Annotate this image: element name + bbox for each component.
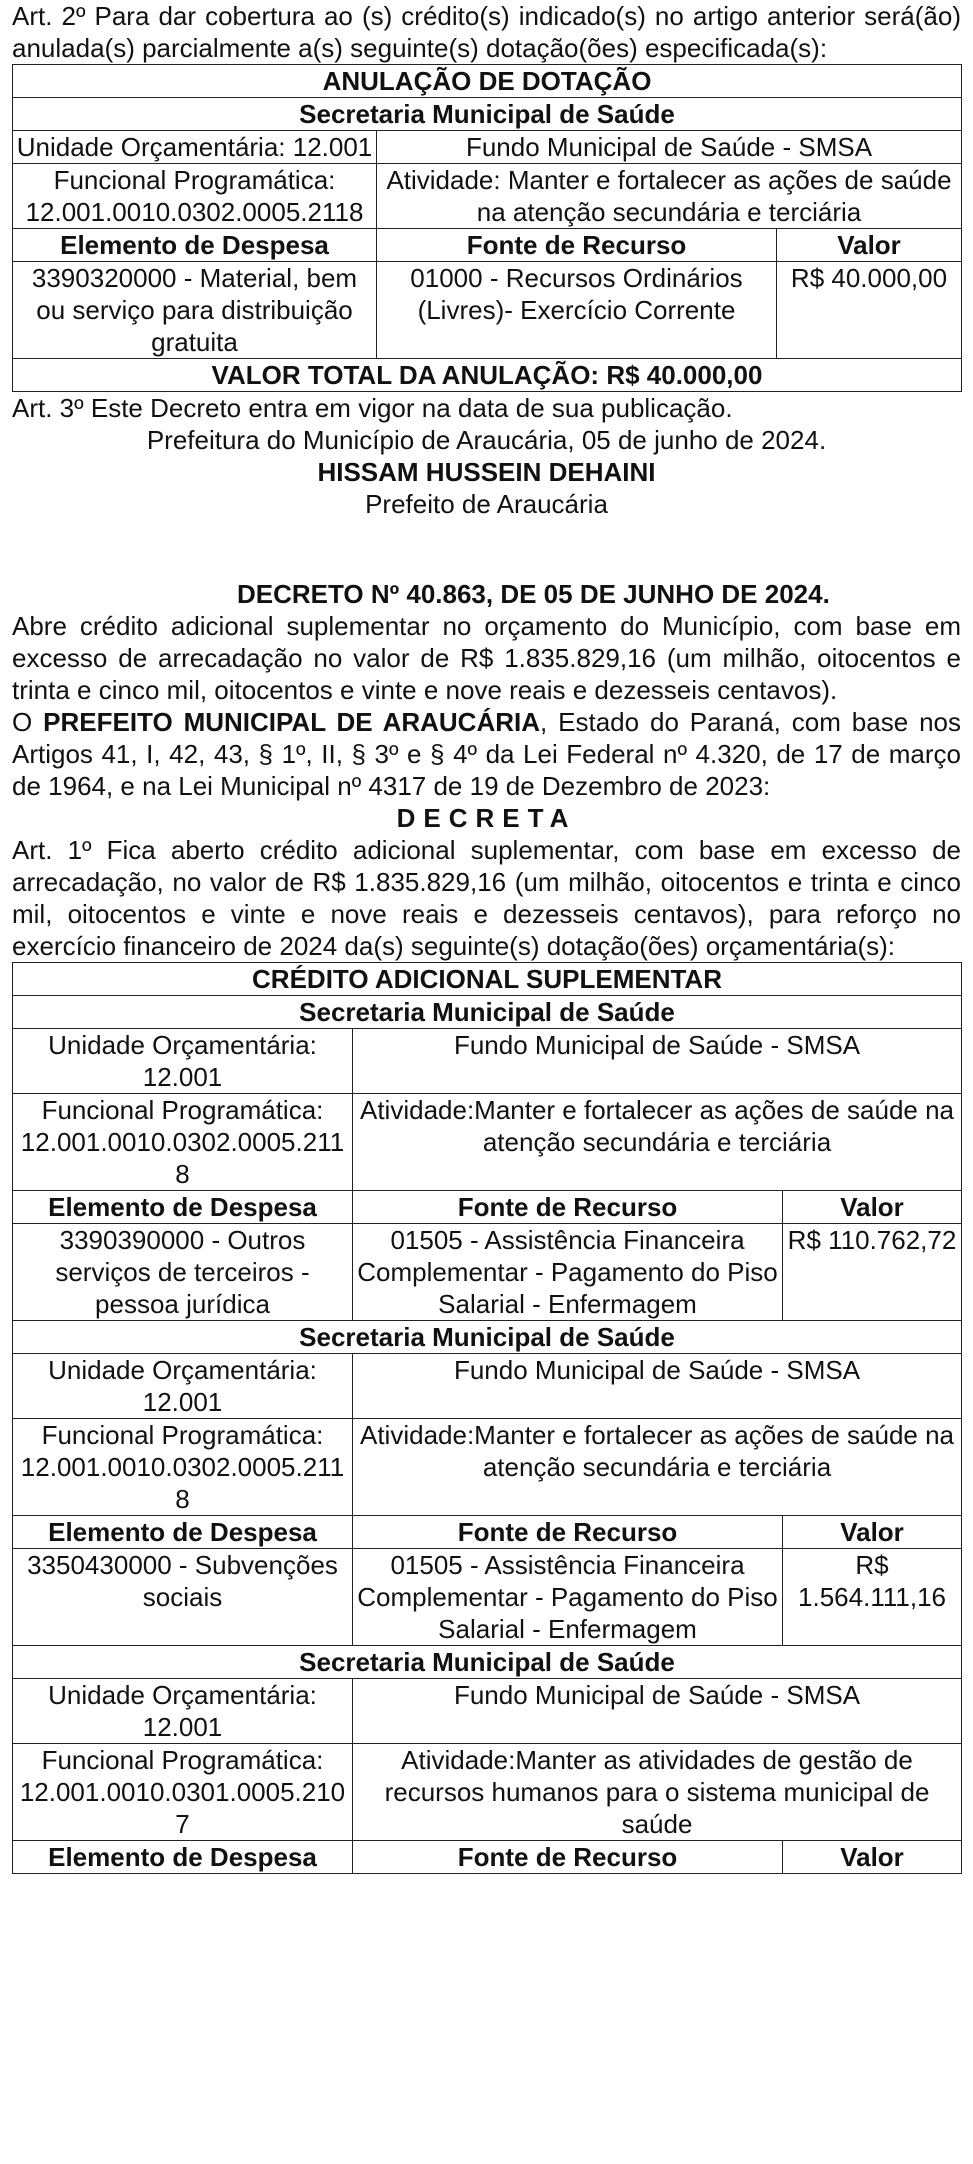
- fonte-cell: 01505 - Assistência Financeira Complementar - Pagamento do Piso Salarial - Enfermagem: [353, 1224, 783, 1321]
- elemento-cell: 3390390000 - Outros serviços de terceiros - pessoa jurídica: [13, 1224, 353, 1321]
- valor-cell: R$ 1.564.111,16: [783, 1549, 962, 1646]
- funcional-label: Funcional Programática: 12.001.0010.0302.0005.2118: [13, 1094, 353, 1191]
- secretaria-cell: Secretaria Municipal de Saúde: [13, 996, 962, 1029]
- valor-cell: R$ 110.762,72: [783, 1224, 962, 1321]
- unidade-value: Fundo Municipal de Saúde - SMSA: [353, 1679, 962, 1744]
- secretaria-cell: Secretaria Municipal de Saúde: [13, 1321, 962, 1354]
- anulacao-total: VALOR TOTAL DA ANULAÇÃO: R$ 40.000,00: [13, 359, 962, 392]
- col-elemento: Elemento de Despesa: [13, 229, 377, 262]
- unidade-label: Unidade Orçamentária: 12.001: [13, 1029, 353, 1094]
- funcional-value: Atividade:Manter e fortalecer as ações de saúde na atenção secundária e terciária: [353, 1094, 962, 1191]
- col-elemento: Elemento de Despesa: [13, 1516, 353, 1549]
- elemento-cell: 3350430000 - Subvenções sociais: [13, 1549, 353, 1646]
- funcional-label: Funcional Programática: 12.001.0010.0302.0005.2118: [13, 1419, 353, 1516]
- art2-paragraph: Art. 2º Para dar cobertura ao (s) crédito(s) indicado(s) no artigo anterior será(ão) anulada(s) parcialmente a(s) seguinte(s) dotação(ões) especificada(s):: [12, 1, 961, 63]
- col-valor: Valor: [777, 229, 962, 262]
- col-valor: Valor: [783, 1841, 962, 1874]
- preambulo-bold: PREFEITO MUNICIPAL DE ARAUCÁRIA: [43, 707, 541, 737]
- col-elemento: Elemento de Despesa: [13, 1841, 353, 1874]
- credito-title: CRÉDITO ADICIONAL SUPLEMENTAR: [13, 963, 962, 996]
- unidade-label: Unidade Orçamentária: 12.001: [13, 1679, 353, 1744]
- anulacao-title: ANULAÇÃO DE DOTAÇÃO: [13, 65, 962, 98]
- funcional-value: Atividade:Manter e fortalecer as ações de saúde na atenção secundária e terciária: [353, 1419, 962, 1516]
- unidade-label: Unidade Orçamentária: 12.001: [13, 1354, 353, 1419]
- secretaria-cell: Secretaria Municipal de Saúde: [13, 98, 962, 131]
- col-valor: Valor: [783, 1191, 962, 1224]
- valor-cell: R$ 40.000,00: [777, 262, 962, 359]
- secretaria-cell: Secretaria Municipal de Saúde: [13, 1646, 962, 1679]
- col-fonte: Fonte de Recurso: [377, 229, 777, 262]
- credito-table: [12, 962, 962, 1874]
- preambulo-paragraph: [12, 706, 961, 802]
- col-fonte: Fonte de Recurso: [353, 1191, 783, 1224]
- decreta-heading: DECRETA: [396, 803, 577, 833]
- unidade-label: Unidade Orçamentária: 12.001: [13, 131, 377, 164]
- section-gap: [12, 520, 961, 578]
- unidade-value: Fundo Municipal de Saúde - SMSA: [353, 1354, 962, 1419]
- fonte-cell: 01000 - Recursos Ordinários (Livres)- Exercício Corrente: [377, 262, 777, 359]
- anulacao-table: [12, 64, 962, 392]
- col-valor: Valor: [783, 1516, 962, 1549]
- funcional-label: Funcional Programática: 12.001.0010.0301.0005.2107: [13, 1744, 353, 1841]
- elemento-cell: 3390320000 - Material, bem ou serviço para distribuição gratuita: [13, 262, 377, 359]
- ementa-paragraph: Abre crédito adicional suplementar no orçamento do Município, com base em excesso de arrecadação no valor de R$ 1.835.829,16 (um milhão, oitocentos e trinta e cinco mil, oitocentos e vinte e nove reais e dezesseis centavos).: [12, 611, 961, 705]
- col-elemento: Elemento de Despesa: [13, 1191, 353, 1224]
- local-data: Prefeitura do Município de Araucária, 05 de junho de 2024.: [146, 425, 827, 455]
- col-fonte: Fonte de Recurso: [353, 1516, 783, 1549]
- funcional-value: Atividade: Manter e fortalecer as ações de saúde na atenção secundária e terciária: [377, 164, 962, 229]
- funcional-value: Atividade:Manter as atividades de gestão de recursos humanos para o sistema municipal de saúde: [353, 1744, 962, 1841]
- signatario-cargo: Prefeito de Araucária: [365, 489, 608, 519]
- art3-paragraph: Art. 3º Este Decreto entra em vigor na data de sua publicação.: [12, 393, 733, 423]
- art1-paragraph: Art. 1º Fica aberto crédito adicional suplementar, com base em excesso de arrecadação, no valor de R$ 1.835.829,16 (um milhão, oitocentos e trinta e cinco mil, oitocentos e vinte e nove reais e dezesseis centavos), para reforço no exercício financeiro de 2024 da(s) seguinte(s) dotação(ões) orçamentária(s):: [12, 835, 961, 961]
- unidade-value: Fundo Municipal de Saúde - SMSA: [353, 1029, 962, 1094]
- signatario-name: HISSAM HUSSEIN DEHAINI: [317, 457, 656, 487]
- unidade-value: Fundo Municipal de Saúde - SMSA: [377, 131, 962, 164]
- funcional-label: Funcional Programática: 12.001.0010.0302.0005.2118: [13, 164, 377, 229]
- preambulo-rest: , Estado do Paraná, com base nos Artigos 41, I, 42, 43, § 1º, II, § 3º e § 4º da Lei Federal nº 4.320, de 17 de março de 1964, e na Lei Municipal nº 4317 de 19 de Dezembro de 2023:: [12, 707, 961, 801]
- decreto-title: DECRETO Nº 40.863, DE 05 DE JUNHO DE 2024.: [237, 579, 830, 609]
- fonte-cell: 01505 - Assistência Financeira Complementar - Pagamento do Piso Salarial - Enfermagem: [353, 1549, 783, 1646]
- col-fonte: Fonte de Recurso: [353, 1841, 783, 1874]
- preambulo-prefix: O: [12, 707, 44, 737]
